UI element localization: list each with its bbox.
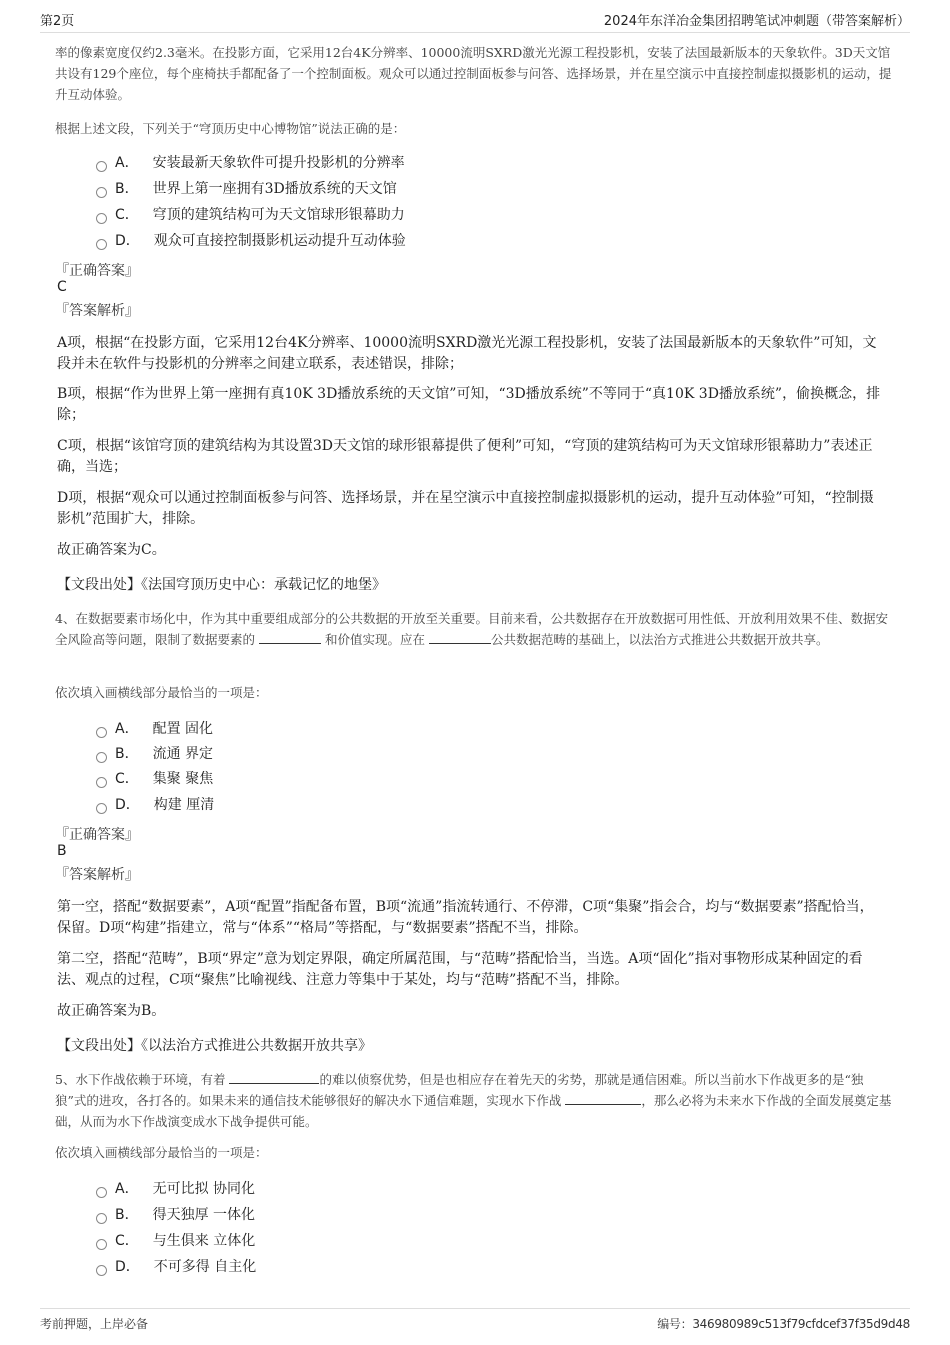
q3-option-c[interactable]: C． 穹顶的建筑结构可为天文馆球形银幕助力 [96,204,405,226]
q3-option-d[interactable]: D． 观众可直接控制摄影机运动提升互动体验 [96,230,406,252]
q3-answer: C [57,279,67,295]
blank-1 [259,631,321,644]
page-footer [40,1308,910,1333]
q4-analysis-1: 第一空，搭配“数据要素”，A项“配置”指配备布置，B项“流通”指流转通行、不停滞，C项“集聚”指会合，均与“数据要素”搭配恰当，保留。D项“构建”指建立，常与“体系”“格局”等搭配，与“数据要素”搭配不当，排除。 [57,899,874,936]
radio-icon[interactable] [96,239,107,250]
q5-option-b[interactable]: B． 得天独厚 一体化 [96,1204,255,1226]
radio-icon[interactable] [96,1239,107,1250]
q3-conclusion: 故正确答案为C。 [57,542,166,558]
q4-option-d[interactable]: D． 构建 厘清 [96,794,214,816]
q4-option-a[interactable]: A． 配置 固化 [96,718,213,740]
q4-analysis-2: 第二空，搭配“范畴”，B项“界定”意为划定界限，确定所属范围，与“范畴”搭配恰当，当选。A项“固化”指对事物形成某种固定的看法、观点的过程，C项“聚焦”比喻视线、注意力等集中于某处，均与“范畴”搭配不当，排除。 [57,951,863,988]
radio-icon[interactable] [96,187,107,198]
q3-analysis-a: A项，根据“在投影方面，它采用12台4K分辨率、10000流明SXRD激光光源工程投影机，安装了法国最新版本的天象软件”可知，文段并未在软件与投影机的分辨率之间建立联系，表述错误，排除； [57,335,877,372]
q5-option-d[interactable]: D． 不可多得 自主化 [96,1256,256,1278]
q3-analysis-c: C项，根据“该馆穹顶的建筑结构为其设置3D天文馆的球形银幕提供了便利”可知，“穹顶的建筑结构可为天文馆球形银幕助力”表述正确，当选； [57,438,873,475]
blank-2 [429,631,491,644]
footer-slogan: 考前押题，上岸必备 [40,1317,149,1331]
q4-source: 【文段出处】《以法治方式推进公共数据开放共享》 [57,1038,372,1054]
radio-icon[interactable] [96,1265,107,1276]
document-code: 编号：346980989c513f79cfdcef37f35d9d48 [657,1317,910,1331]
q3-option-a[interactable]: A． 安装最新天象软件可提升投影机的分辨率 [96,152,405,174]
q5-option-c[interactable]: C． 与生俱来 立体化 [96,1230,255,1252]
q3-source: 【文段出处】《法国穹顶历史中心：承载记忆的地堡》 [57,577,386,593]
blank-2 [565,1092,641,1105]
q4-answer: B [57,843,67,859]
q3-analysis-d: D项，根据“观众可以通过控制面板参与问答、选择场景，并在星空演示中直接控制虚拟摄影机的运动，提升互动体验”可知，“控制摄影机”范围扩大，排除。 [57,490,874,527]
q3-passage: 率的像素宽度仅约2.3毫米。在投影方面，它采用12台4K分辨率、10000流明SXRD激光光源工程投影机，安装了法国最新版本的天象软件。3D天文馆共设有129个座位，每个座椅扶手都配备了一个控制面板。观众可以通过控制面板参与问答、选择场景，并在星空演示中直接控制虚拟摄影机的运动，提升互动体验。 [55,45,892,102]
q4-option-c[interactable]: C． 集聚 聚焦 [96,768,213,790]
document-title: 2024年东洋冶金集团招聘笔试冲刺题（带答案解析） [603,14,910,29]
radio-icon[interactable] [96,752,107,763]
q4-answer-label: 『正确答案』 [55,827,139,843]
q4-stem: 4、在数据要素市场化中，作为其中重要组成部分的公共数据的开放至关重要。目前来看，公共数据存在开放数据可用性低、开放利用效果不佳、数据安全风险高等问题，限制了数据要素的 和价值实现。应在 公共数据范畴的基础上，以法治方式推进公共数据开放共享。 [55,611,888,647]
q3-analysis-label: 『答案解析』 [55,303,139,319]
radio-icon[interactable] [96,161,107,172]
radio-icon[interactable] [96,727,107,738]
radio-icon[interactable] [96,1213,107,1224]
radio-icon[interactable] [96,803,107,814]
q3-question: 根据上述文段，下列关于“穹顶历史中心博物馆”说法正确的是： [55,121,406,136]
radio-icon[interactable] [96,777,107,788]
radio-icon[interactable] [96,1187,107,1198]
q5-option-a[interactable]: A． 无可比拟 协同化 [96,1178,255,1200]
q3-answer-label: 『正确答案』 [55,263,139,279]
q5-question: 依次填入画横线部分最恰当的一项是： [55,1145,268,1160]
page-header [40,10,910,33]
q4-conclusion: 故正确答案为B。 [57,1003,166,1019]
q4-question: 依次填入画横线部分最恰当的一项是： [55,685,268,700]
page-number: 第2页 [40,14,75,29]
q5-stem: 5、水下作战依赖于环境，有着 的难以侦察优势，但是也相应存在着先天的劣势，那就是通信困难。所以当前水下作战更多的是“独狼”式的进攻，各打各的。如果未来的通信技术能够很好的解决水下通信难题，实现水下作战 ，那么必将为未来水下作战的全面发展奠定基础，从而为水下作战演变成水下战争提供可能。 [55,1072,892,1129]
q4-option-b[interactable]: B． 流通 界定 [96,743,213,765]
blank-1 [229,1071,319,1084]
q3-option-b[interactable]: B． 世界上第一座拥有3D播放系统的天文馆 [96,178,397,200]
q4-analysis-label: 『答案解析』 [55,867,139,883]
q3-analysis-b: B项，根据“作为世界上第一座拥有真10K 3D播放系统的天文馆”可知，“3D播放系统”不等同于“真10K 3D播放系统”，偷换概念，排除； [57,386,881,423]
radio-icon[interactable] [96,213,107,224]
